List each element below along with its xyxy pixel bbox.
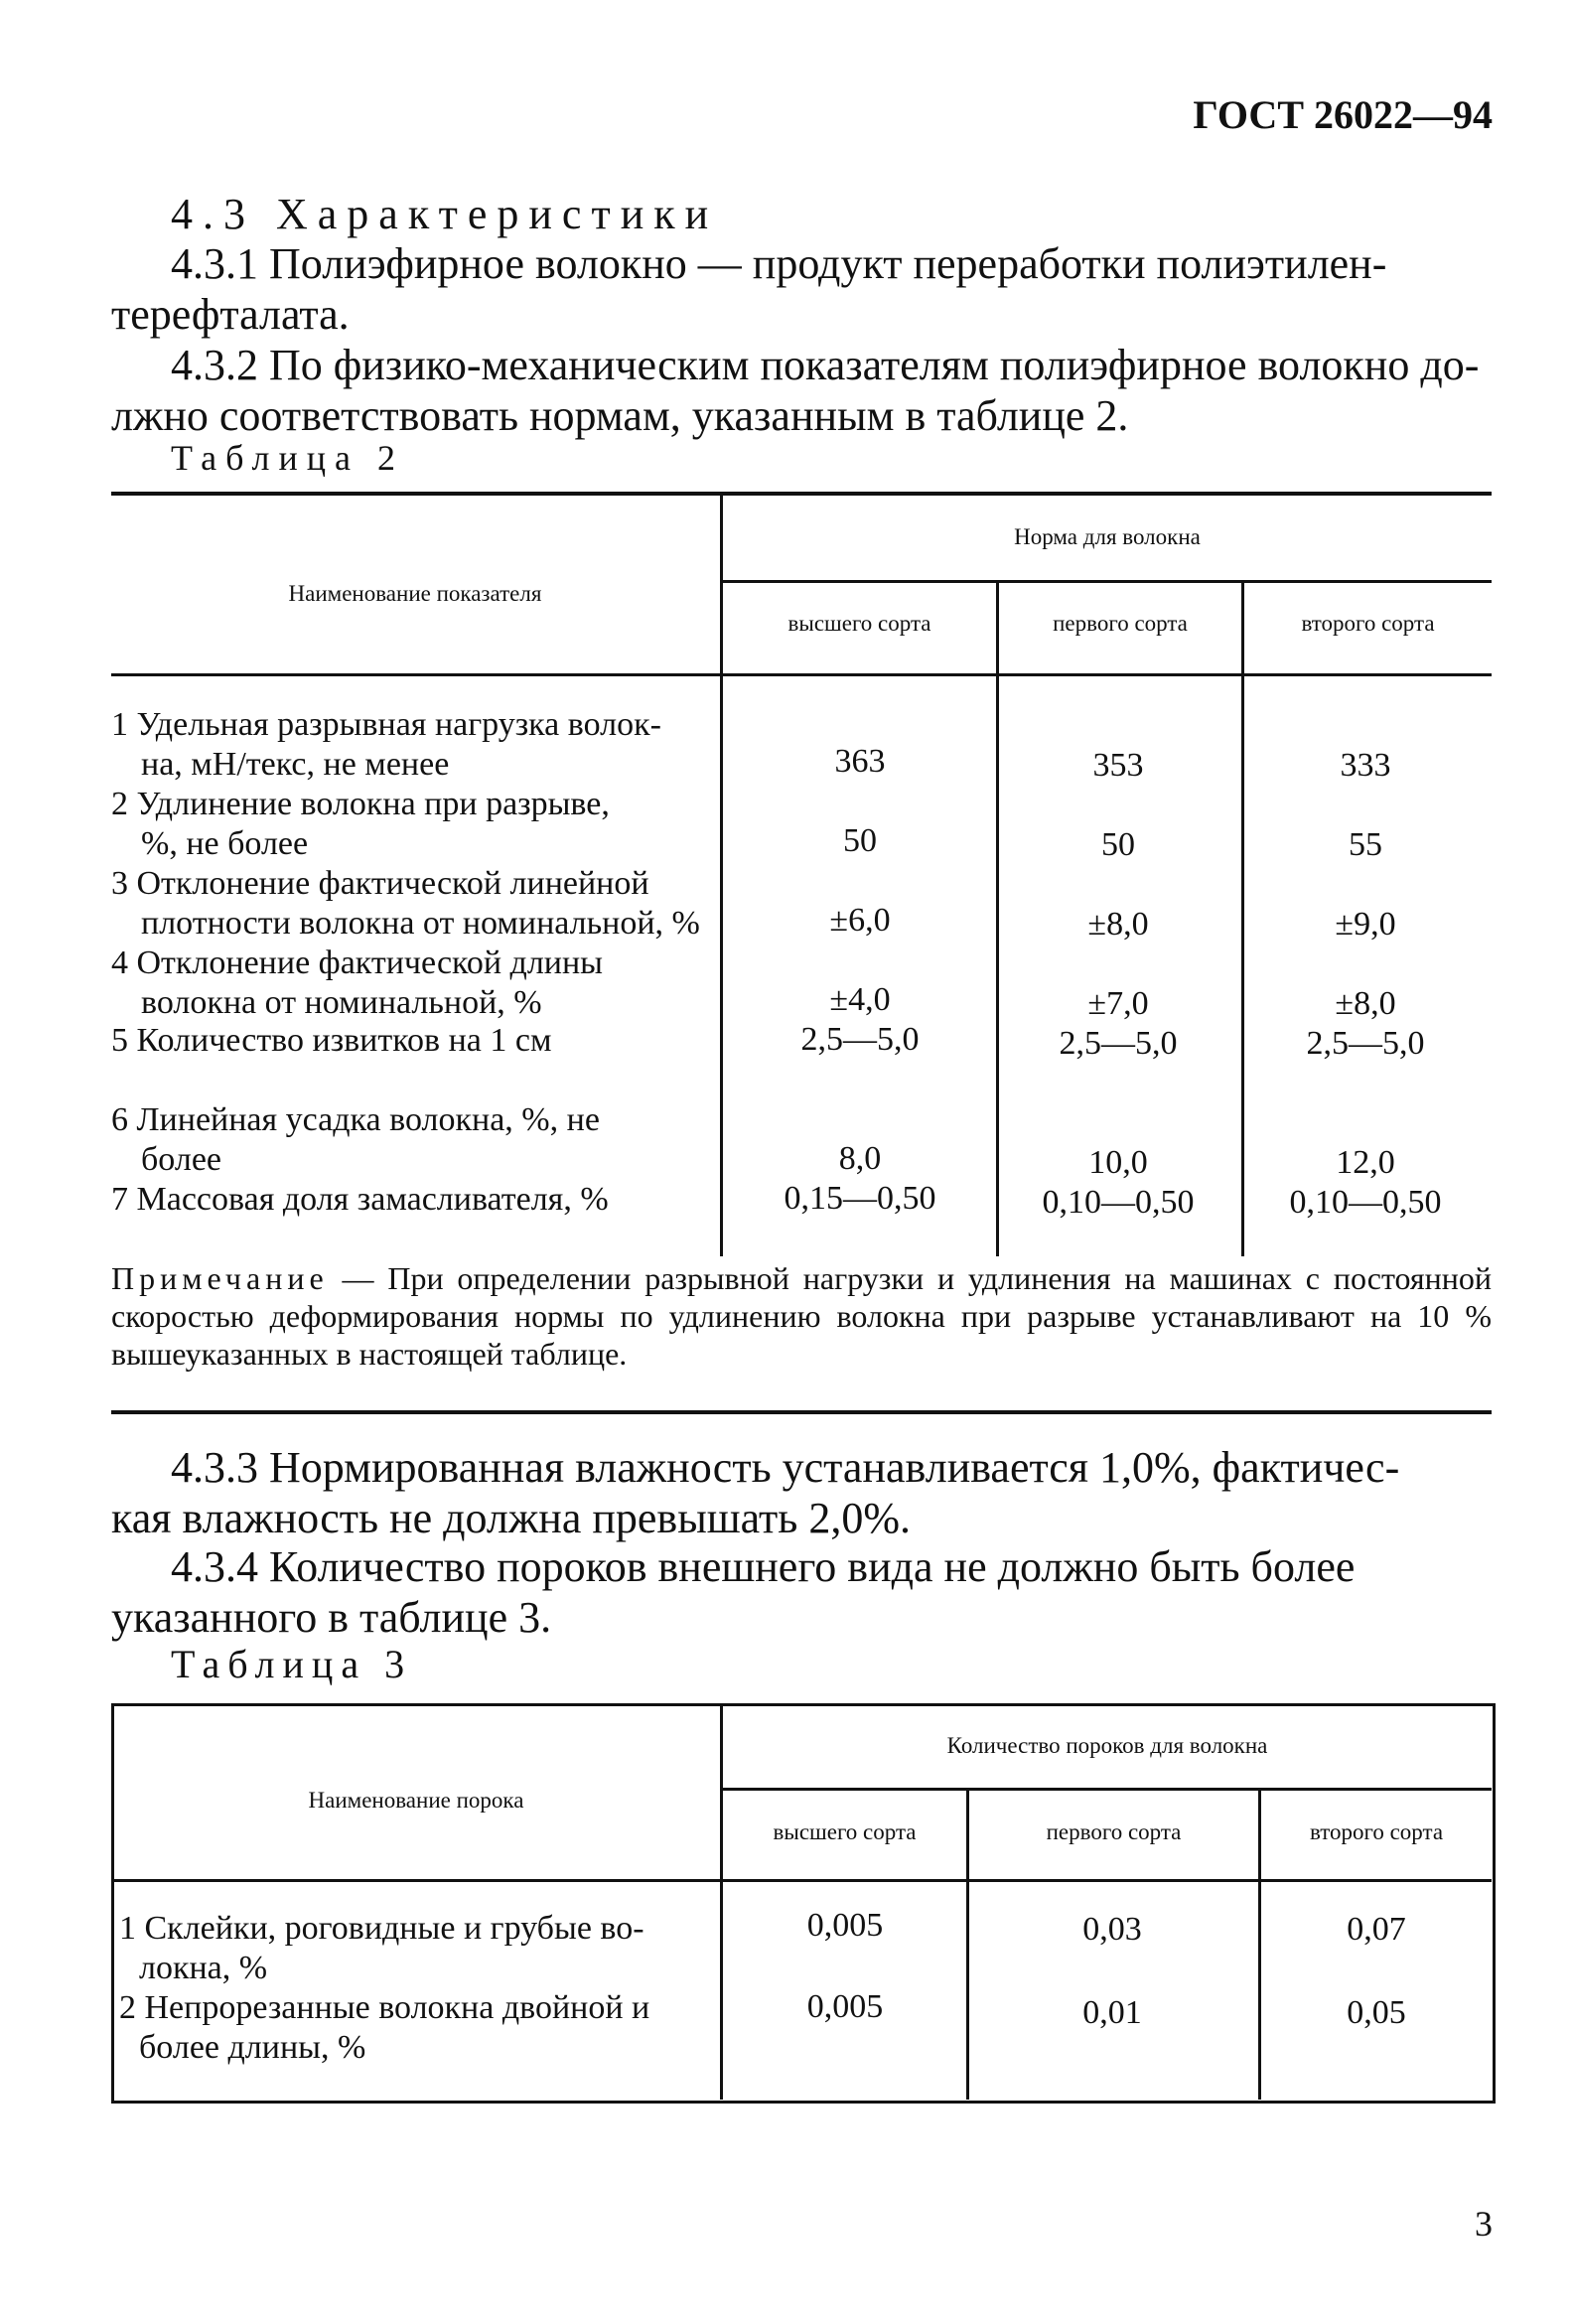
table-cell: 0,005: [806, 1988, 884, 2025]
table-cell: 0,10—0,50: [1289, 1184, 1442, 1221]
table-cell: ±9,0: [1335, 906, 1396, 943]
table-cell: 50: [843, 822, 877, 859]
table-cell: 0,05: [1347, 1994, 1406, 2031]
table2-subheader: первого сорта: [1053, 611, 1188, 636]
table-cell: 10,0: [1088, 1144, 1148, 1181]
table2-caption: Таблица 2: [171, 438, 404, 478]
table3-col-divider: [720, 1704, 723, 2100]
table2-group-rule: [722, 580, 1492, 583]
table-cell: 0,10—0,50: [1042, 1184, 1195, 1221]
table-cell: ±6,0: [829, 902, 891, 939]
table-cell: 0,07: [1347, 1911, 1406, 1948]
note-text: — При определении разрывной нагрузки и удлинения на машинах с постоянной скоростью деформирования нормы по удлинению волокна при разрыве устанавливают на 10 % вышеуказанных в настоящей таблице.: [111, 1260, 1492, 1372]
table-cell: 2,5—5,0: [800, 1021, 920, 1058]
table-row: [119, 1909, 715, 1988]
table2-name-header: Наименование показателя: [288, 581, 542, 606]
paragraph-line: 4.3.2 По физико-механическим показателям полиэфирное волокно до-: [171, 341, 1480, 389]
row-label: 3 Отклонение фактической линейной: [111, 865, 649, 902]
table3-caption: Таблица 3: [171, 1642, 413, 1686]
table3-subheader: высшего сорта: [773, 1819, 917, 1844]
table-cell: 363: [834, 743, 886, 780]
paragraph-4-3-4: [111, 1541, 1492, 1643]
row-label: 4 Отклонение фактической длины: [111, 944, 604, 981]
table-cell: ±8,0: [1087, 906, 1149, 943]
row-label: 5 Количество извитков на 1 см: [111, 1022, 552, 1059]
table3-name-header: Наименование порока: [308, 1788, 524, 1813]
table-row: [111, 1100, 713, 1180]
table-row: [111, 944, 713, 1023]
paragraph-4-3-3: [111, 1442, 1492, 1543]
table-cell: ±8,0: [1335, 985, 1396, 1022]
table-row: [111, 1180, 713, 1220]
paragraph-line: кая влажность не должна превышать 2,0%.: [111, 1494, 911, 1542]
table2-bottom-rule: [111, 1410, 1492, 1414]
paragraph-line: 4.3.4 Количество пороков внешнего вида не должно быть более: [171, 1542, 1356, 1591]
table-row: [119, 1988, 715, 2068]
row-label: %, не более: [141, 825, 309, 862]
row-label: 1 Склейки, роговидные и грубые во-: [119, 1910, 644, 1947]
table-cell: 50: [1101, 826, 1135, 863]
table3-group-header: Количество пороков для волокна: [946, 1733, 1268, 1758]
table-cell: 0,15—0,50: [784, 1180, 936, 1217]
table-cell: ±4,0: [829, 981, 891, 1018]
paragraph-line: указанного в таблице 3.: [111, 1593, 552, 1642]
paragraph-line: 4.3.1 Полиэфирное волокно — продукт переработки полиэтилен-: [171, 239, 1387, 288]
table-cell: 12,0: [1336, 1144, 1395, 1181]
row-label: 7 Массовая доля замасливателя, %: [111, 1181, 609, 1218]
table-cell: 55: [1349, 826, 1382, 863]
table2-col-divider: [720, 494, 723, 1256]
row-label: 2 Непрорезанные волокна двойной и: [119, 1989, 650, 2026]
row-label: 6 Линейная усадка волокна, %, не: [111, 1101, 600, 1138]
document-code: ГОСТ 26022—94: [1193, 92, 1493, 137]
table3-subheader: второго сорта: [1309, 1819, 1444, 1844]
table3-subheader: первого сорта: [1046, 1819, 1182, 1844]
table2-col-divider: [1241, 581, 1244, 1256]
table-cell: ±7,0: [1087, 985, 1149, 1022]
section-title: 4.3 Характеристики: [171, 190, 719, 238]
table2-top-rule: [111, 492, 1492, 496]
table2-note: [111, 1259, 1492, 1373]
table2-subheader: высшего сорта: [787, 611, 931, 636]
paragraph-4-3-1: [111, 238, 1492, 340]
table3-header-rule: [111, 1879, 1492, 1882]
row-label: более длины, %: [139, 2029, 366, 2066]
table2-header-rule: [111, 673, 1492, 676]
paragraph-line: лжно соответствовать нормам, указанным в таблице 2.: [111, 391, 1129, 440]
table-cell: 0,03: [1082, 1911, 1142, 1948]
page-number: 3: [1475, 2204, 1493, 2244]
table-row: [111, 1021, 713, 1061]
table-cell: 2,5—5,0: [1306, 1025, 1425, 1062]
table-cell: 2,5—5,0: [1059, 1025, 1178, 1062]
paragraph-4-3-2: [111, 340, 1492, 441]
row-label: более: [141, 1141, 221, 1178]
table-cell: 0,005: [806, 1907, 884, 1944]
paragraph-line: 4.3.3 Нормированная влажность устанавливается 1,0%, фактичес-: [171, 1443, 1400, 1492]
table-cell: 8,0: [838, 1140, 882, 1177]
table3-group-rule: [722, 1788, 1492, 1791]
note-label: Примечание: [111, 1260, 329, 1296]
table-row: [111, 785, 713, 864]
table-cell: 353: [1092, 747, 1144, 784]
table-row: [111, 705, 713, 785]
row-label: локна, %: [139, 1950, 268, 1986]
row-label: 1 Удельная разрывная нагрузка волок-: [111, 706, 661, 743]
row-label: на, мН/текс, не менее: [141, 746, 450, 783]
paragraph-line: терефталата.: [111, 290, 350, 339]
table-cell: 333: [1340, 747, 1391, 784]
row-label: плотности волокна от номинальной, %: [141, 905, 700, 942]
table2-group-header: Норма для волокна: [1014, 524, 1201, 549]
row-label: 2 Удлинение волокна при разрыве,: [111, 786, 610, 822]
table2-subheader: второго сорта: [1301, 611, 1435, 636]
table-cell: 0,01: [1082, 1994, 1142, 2031]
row-label: волокна от номинальной, %: [141, 984, 542, 1021]
table-row: [111, 864, 713, 944]
